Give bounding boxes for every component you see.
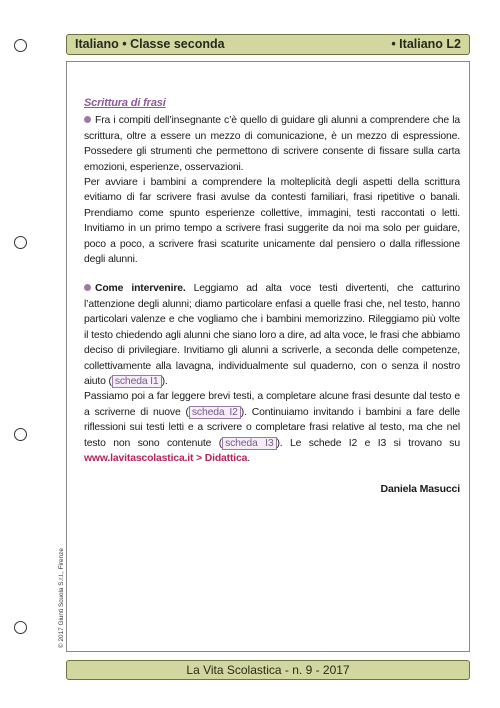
binder-hole [14,39,27,52]
header-subject: Italiano • Classe seconda [75,37,225,51]
author-signature: Daniela Masucci [380,483,460,496]
page-footer: La Vita Scolastica - n. 9 - 2017 [66,660,470,680]
binder-hole [14,621,27,634]
article [84,96,460,498]
page-header [66,34,470,55]
header-section: • Italiano L2 [391,37,461,51]
bullet-icon [84,116,91,123]
binder-hole [14,428,27,441]
section-lead: Come intervenire. [95,283,186,295]
website-link[interactable]: www.lavitascolastica.it > Didattica [84,452,248,464]
paragraph: Passiamo poi a far leggere brevi testi, a completare alcune frasi desunte dal testo e a scriverne di nuove ( scheda I2 ). Continuiamo invitando i bambini a fare delle riflessioni sui testi letti e a scrivere o completare frasi relative al testo, ma che nel testo non sono contenute ( scheda I3 ). Le schede I2 e I3 si trovano su www.lavitascolastica.it > Didattica. [84,391,460,464]
article-title: Scrittura di frasi [84,97,166,109]
binder-hole [14,236,27,249]
paragraph: Fra i compiti dell’insegnante c’è quello di guidare gli alunni a comprendere che la scrittura, oltre a essere un mezzo di comunicazione, è un mezzo di espressione. Possedere gli strumenti che permettono di scrivere consente di fissare sulla carta emozioni, esperienze, osservazioni. [84,115,460,173]
paragraph: Come intervenire. Leggiamo ad alta voce testi divertenti, che catturino l’attenzione degli alunni; diamo particolare enfasi a quelle frasi che, nel testo, hanno particolari valenze e che vogliamo che i bambini memorizzino. Rileggiamo più volte il testo chiedendo agli alunni che siano loro a dire, ad alta voce, le frasi che abbiamo deciso di privilegiare. Invitiamo gli alunni a scriverle, a seconda delle competenze, collettivamente alla lavagna, individualmente sul quaderno, con o senza il nostro aiuto ( scheda I1 ). [84,283,460,387]
bullet-icon [84,284,91,291]
worksheet-tag[interactable]: scheda I1 [112,375,162,388]
copyright-notice: © 2017 Giunti Scuola S.r.l., Firenze [58,548,65,648]
paragraph: Per avviare i bambini a comprendere la molteplicità degli aspetti della scrittura evitiamo di far scrivere frasi avulse da contesti familiari, frasi ripetitive o banali. Prendiamo come spunto esperienze collettive, immagini, testi raccontati o letti. Invitiamo in un primo tempo a scrivere frasi suggerite da noi ma solo per guidare, poco a poco, a scrivere frasi scaturite unicamente dal pensiero o dalla riflessione degli alunni. [84,177,460,266]
worksheet-tag[interactable]: scheda I3 [222,437,276,450]
worksheet-tag[interactable]: scheda I2 [189,406,241,419]
